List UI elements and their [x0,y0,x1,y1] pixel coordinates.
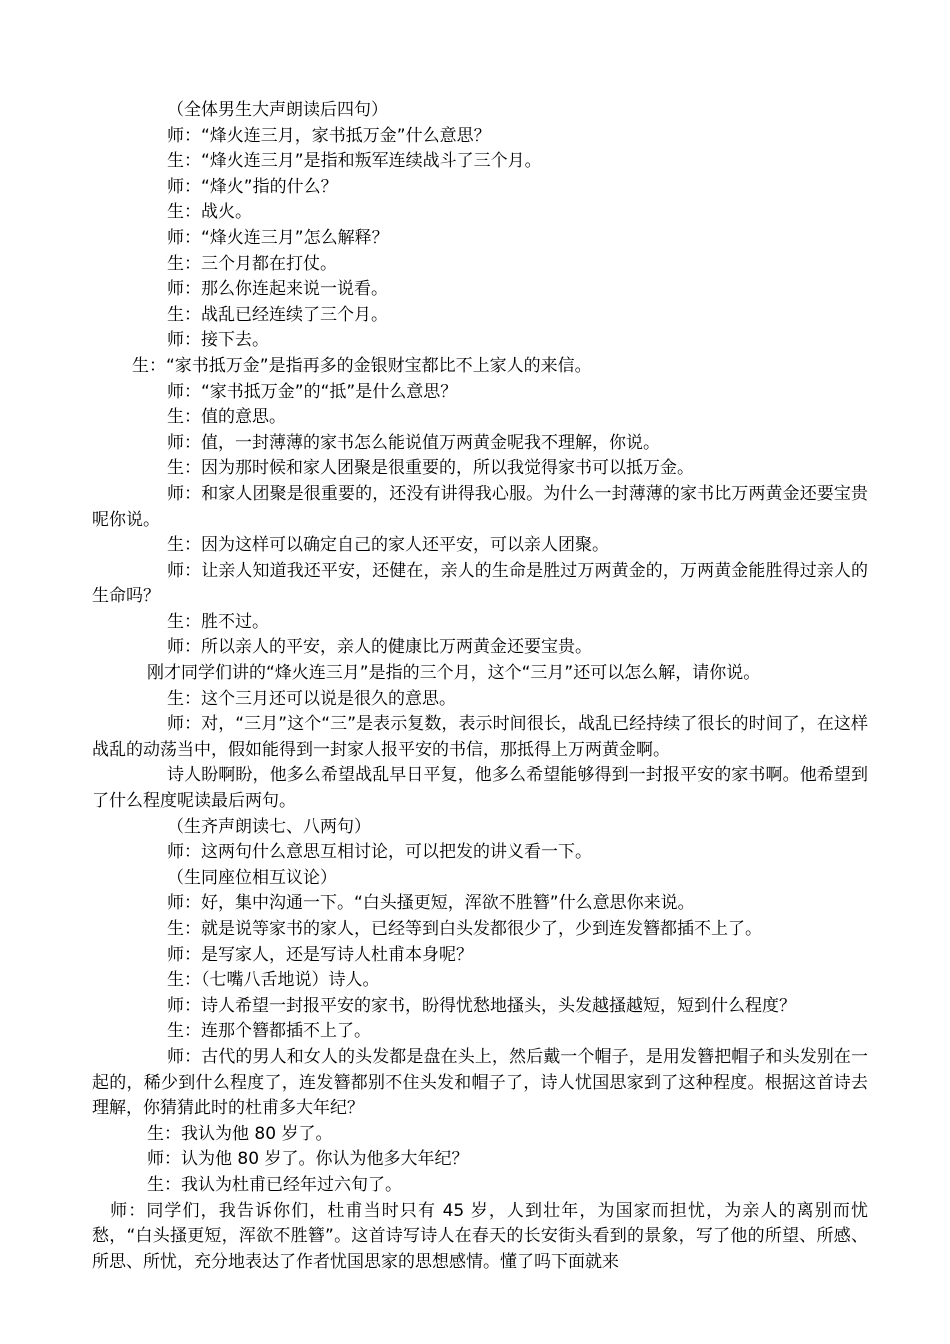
paragraph: 生：连那个簪都插不上了。 [167,1021,371,1042]
paragraph: 生：胜不过。 [167,611,269,632]
paragraph: 生：这个三月还可以说是很久的意思。 [167,688,456,709]
paragraph: 生：就是说等家书的家人，已经等到白头发都很少了，少到连发簪都插不上了。 [167,919,762,939]
paragraph: 师：和家人团聚是很重要的，还没有讲得我心服。为什么一封薄薄的家书比万两黄金还要宝贵呢你说。 [92,483,868,530]
paragraph: 生：三个月都在打仗。 [167,253,337,274]
paragraph: 师：认为他 80 岁了。你认为他多大年纪？ [147,1149,469,1170]
paragraph: 师：值，一封薄薄的家书怎么能说值万两黄金呢我不理解，你说。 [167,432,660,453]
paragraph: 师：这两句什么意思互相讨论，可以把发的讲义看一下。 [167,842,592,863]
paragraph: 生：战乱已经连续了三个月。 [167,304,388,325]
document-body [92,98,868,1275]
paragraph: 师：“烽火连三月，家书抵万金”什么意思？ [167,125,491,146]
paragraph: 师：同学们，我告诉你们，杜甫当时只有 45 岁，人到壮年，为国家而担忧，为亲人的离别而忧愁，“白头搔更短，浑欲不胜簪”。这首诗写诗人在春天的长安街头看到的景象，写了他的所望、所感、所思、所忧，充分地表达了作者忧国思家的思想感情。懂了吗下面就来 [92,1200,868,1272]
paragraph: 师：所以亲人的平安，亲人的健康比万两黄金还要宝贵。 [167,637,592,658]
paragraph: 师：好，集中沟通一下。“白头搔更短，浑欲不胜簪”什么意思你来说。 [167,893,695,914]
paragraph: 师：“烽火连三月”怎么解释？ [167,227,389,248]
paragraph: 师：古代的男人和女人的头发都是盘在头上，然后戴一个帽子，是用发簪把帽子和头发别在一起的，稀少到什么程度了，连发簪都别不住头发和帽子了，诗人忧国思家到了这种程度。根据这首诗去理解，你猜猜此时的杜甫多大年纪？ [92,1046,868,1119]
paragraph: 师：那么你连起来说一说看。 [167,279,388,300]
paragraph: 生：“烽火连三月”是指和叛军连续战斗了三个月。 [167,151,542,172]
paragraph: 师：是写家人，还是写诗人杜甫本身呢？ [167,944,473,965]
paragraph: 师：诗人希望一封报平安的家书，盼得忧愁地搔头，头发越搔越短，短到什么程度？ [167,995,796,1016]
paragraph: （生齐声朗读七、八两句） [167,816,371,837]
paragraph: 师：“家书抵万金”的“抵”是什么意思？ [167,381,458,402]
paragraph: 生：值的意思。 [167,407,286,428]
paragraph: 师：让亲人知道我还平安，还健在，亲人的生命是胜过万两黄金的，万两黄金能胜得过亲人的生命吗？ [92,560,868,607]
paragraph: （全体男生大声朗读后四句） [167,100,388,120]
paragraph: （生同座位相互议论） [167,867,337,888]
paragraph: 师：对，“三月”这个“三”是表示复数，表示时间很长，战乱已经持续了很长的时间了，在这样战乱的动荡当中，假如能得到一封家人报平安的书信，那抵得上万两黄金啊。 [92,714,868,760]
paragraph: 刚才同学们讲的“烽火连三月”是指的三个月，这个“三月”还可以怎么解，请你说。 [147,663,761,684]
paragraph: 师：接下去。 [167,330,269,351]
paragraph: 生：战火。 [167,202,252,223]
paragraph: 生：（七嘴八舌地说）诗人。 [167,970,380,991]
paragraph: 生：“家书抵万金”是指再多的金银财宝都比不上家人的来信。 [132,355,592,376]
paragraph: 生：我认为他 80 岁了。 [147,1123,333,1144]
paragraph: 生：因为这样可以确定自己的家人还平安，可以亲人团聚。 [167,535,609,556]
paragraph: 师：“烽火”指的什么？ [167,176,338,197]
paragraph: 生：我认为杜甫已经年过六旬了。 [147,1174,402,1195]
paragraph: 诗人盼啊盼，他多么希望战乱早日平复，他多么希望能够得到一封报平安的家书啊。他希望到了什么程度呢读最后两句。 [92,765,868,812]
paragraph: 生：因为那时候和家人团聚是很重要的，所以我觉得家书可以抵万金。 [167,458,694,479]
